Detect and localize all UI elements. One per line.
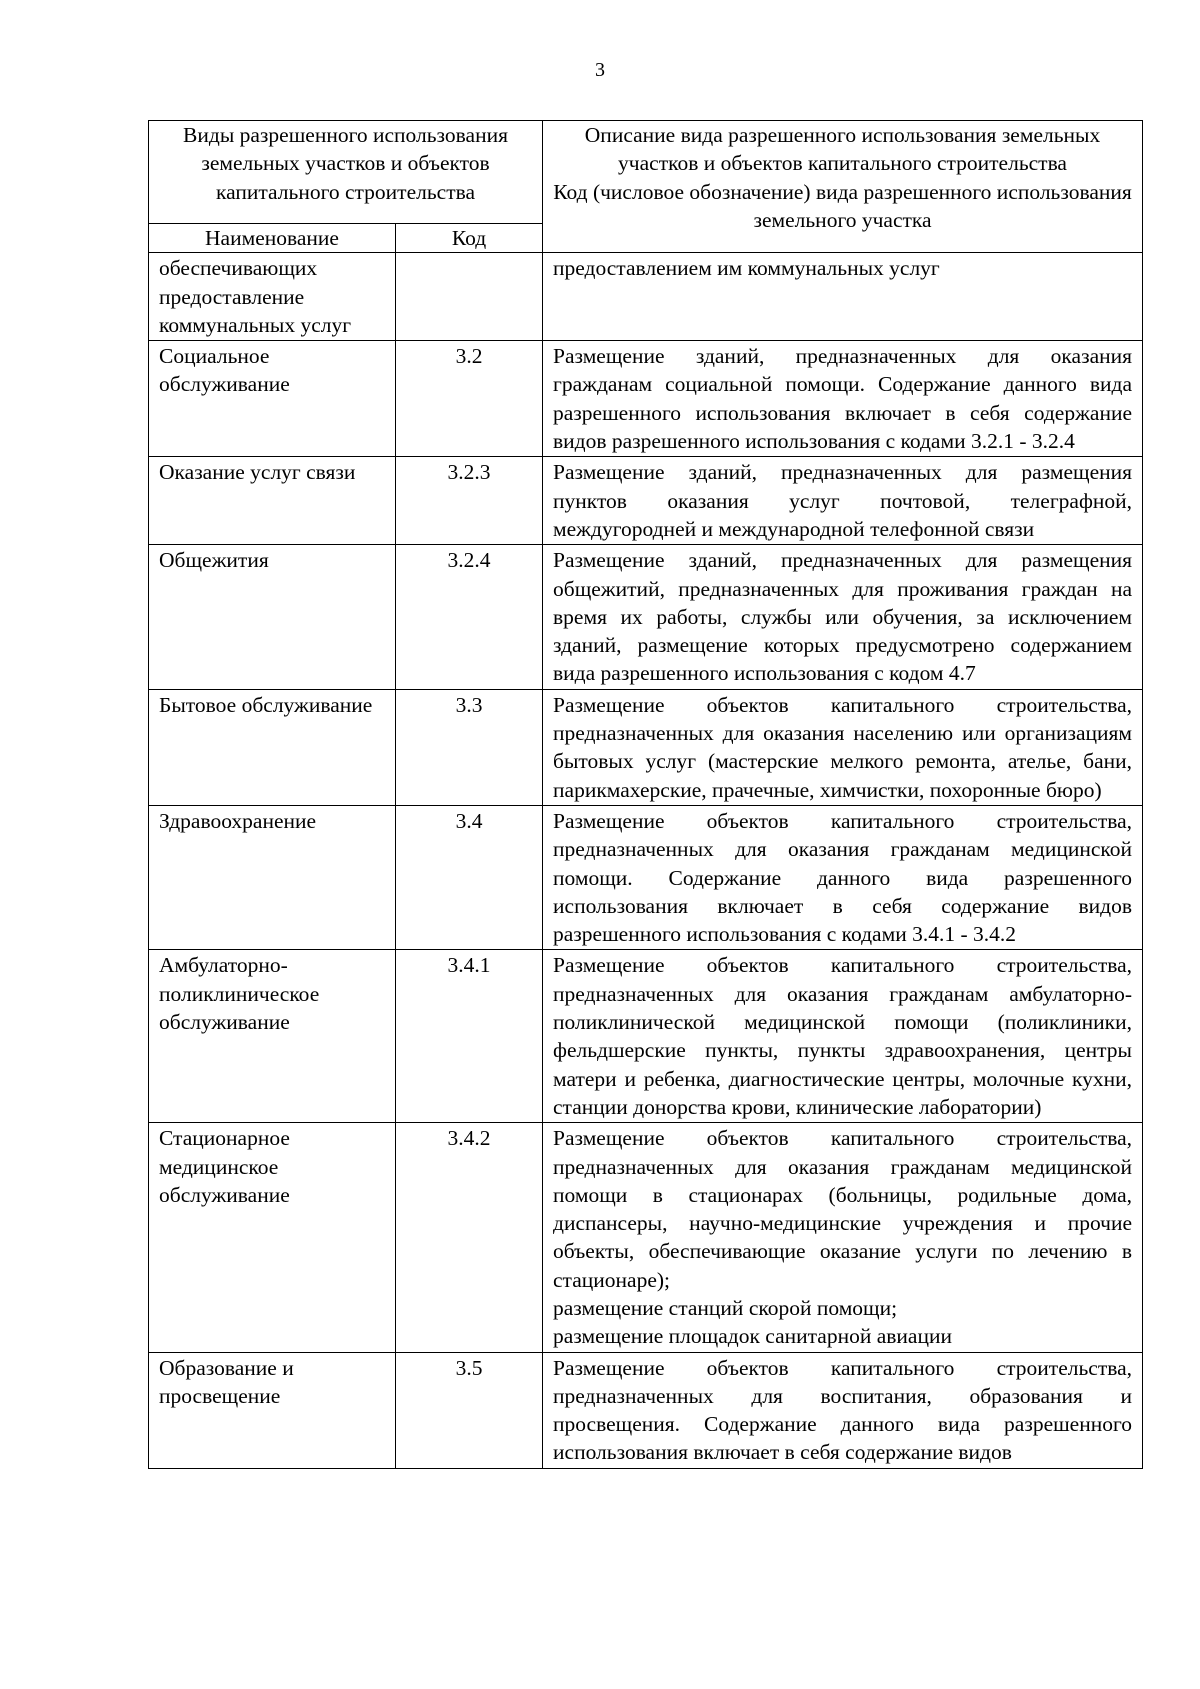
land-use-table bbox=[148, 120, 1143, 1469]
row-code: 3.3 bbox=[396, 689, 543, 805]
description-paragraph: Размещение зданий, предназначенных для размещения общежитий, предназначенных для проживания граждан на время их работы, службы или обучения, за исключением зданий, размещение которых предусмотрено содержанием вида разрешенного использования с кодом 4.7 bbox=[553, 548, 1133, 686]
description-paragraph: Размещение объектов капитального строительства, предназначенных для оказания гражданам амбулаторно-поликлинической медицинской помощи (поликлиники, фельдшерские пункты, пункты здравоохранения, центры матери и ребенка, диагностические центры, молочные кухни, станции донорства крови, клинические лаборатории) bbox=[553, 953, 1133, 1119]
table-row bbox=[149, 689, 1143, 805]
table-row bbox=[149, 1352, 1143, 1468]
page-number: 3 bbox=[595, 59, 605, 81]
table-row bbox=[149, 545, 1143, 689]
table-row bbox=[149, 253, 1143, 341]
header-description bbox=[543, 121, 1143, 253]
description-paragraph: Размещение объектов капитального строительства, предназначенных для оказания гражданам медицинской помощи в стационарах (больницы, родильные дома, диспансеры, научно-медицинские учреждения и прочие объекты, обеспечивающие оказание услуги по лечению в стационаре); bbox=[553, 1126, 1133, 1292]
description-paragraph: Размещение объектов капитального строительства, предназначенных для воспитания, образования и просвещения. Содержание данного вида разрешенного использования включает в себя содержание видов bbox=[553, 1355, 1133, 1465]
row-name: Амбулаторно-поликлиническое обслуживание bbox=[149, 950, 396, 1123]
description-paragraph: Размещение зданий, предназначенных для размещения пунктов оказания услуг почтовой, телеграфной, междугородней и международной телефонной связи bbox=[553, 460, 1133, 541]
row-description bbox=[543, 545, 1143, 689]
row-name: Социальное обслуживание bbox=[149, 341, 396, 457]
row-description bbox=[543, 805, 1143, 949]
description-paragraph: Размещение объектов капитального строительства, предназначенных для оказания населению или организациям бытовых услуг (мастерские мелкого ремонта, ателье, бани, парикмахерские, прачечные, химчистки, похоронные бюро) bbox=[553, 692, 1133, 802]
row-name: Бытовое обслуживание bbox=[149, 689, 396, 805]
row-description bbox=[543, 341, 1143, 457]
table-row bbox=[149, 805, 1143, 949]
header-name: Наименование bbox=[149, 224, 396, 253]
row-description bbox=[543, 253, 1143, 341]
row-code: 3.4.1 bbox=[396, 950, 543, 1123]
header-description-code-note: Код (числовое обозначение) вида разрешенного использования земельного участка bbox=[553, 179, 1132, 232]
row-code bbox=[396, 253, 543, 341]
description-paragraph: предоставлением им коммунальных услуг bbox=[553, 256, 940, 281]
row-description bbox=[543, 457, 1143, 545]
row-name: Общежития bbox=[149, 545, 396, 689]
header-code: Код bbox=[396, 224, 543, 253]
row-name: Оказание услуг связи bbox=[149, 457, 396, 545]
table-body bbox=[149, 253, 1143, 1468]
row-description bbox=[543, 1123, 1143, 1352]
row-description bbox=[543, 1352, 1143, 1468]
description-paragraph: размещение станций скорой помощи; bbox=[553, 1295, 898, 1320]
table-header bbox=[149, 121, 1143, 253]
header-description-title: Описание вида разрешенного использования земельных участков и объектов капитального строительства bbox=[584, 123, 1101, 176]
table-row bbox=[149, 1123, 1143, 1352]
row-code: 3.2.4 bbox=[396, 545, 543, 689]
row-code: 3.4.2 bbox=[396, 1123, 543, 1352]
description-paragraph: размещение площадок санитарной авиации bbox=[553, 1324, 952, 1349]
row-name: обеспечивающих предоставление коммунальных услуг bbox=[149, 253, 396, 341]
table-row bbox=[149, 457, 1143, 545]
row-name: Здравоохранение bbox=[149, 805, 396, 949]
row-description bbox=[543, 950, 1143, 1123]
row-code: 3.5 bbox=[396, 1352, 543, 1468]
table-row bbox=[149, 950, 1143, 1123]
row-name: Образование и просвещение bbox=[149, 1352, 396, 1468]
table-row bbox=[149, 341, 1143, 457]
description-paragraph: Размещение зданий, предназначенных для оказания гражданам социальной помощи. Содержание данного вида разрешенного использования включает в себя содержание видов разрешенного использования с кодами 3.2.1 - 3.2.4 bbox=[553, 344, 1133, 454]
row-code: 3.2 bbox=[396, 341, 543, 457]
description-paragraph: Размещение объектов капитального строительства, предназначенных для оказания гражданам медицинской помощи. Содержание данного вида разрешенного использования включает в себя содержание видов разрешенного использования с кодами 3.4.1 - 3.4.2 bbox=[553, 808, 1133, 947]
row-code: 3.2.3 bbox=[396, 457, 543, 545]
row-description bbox=[543, 689, 1143, 805]
row-name: Стационарное медицинское обслуживание bbox=[149, 1123, 396, 1352]
row-code: 3.4 bbox=[396, 805, 543, 949]
header-group-title: Виды разрешенного использования земельных участков и объектов капитального строительства bbox=[149, 121, 543, 224]
